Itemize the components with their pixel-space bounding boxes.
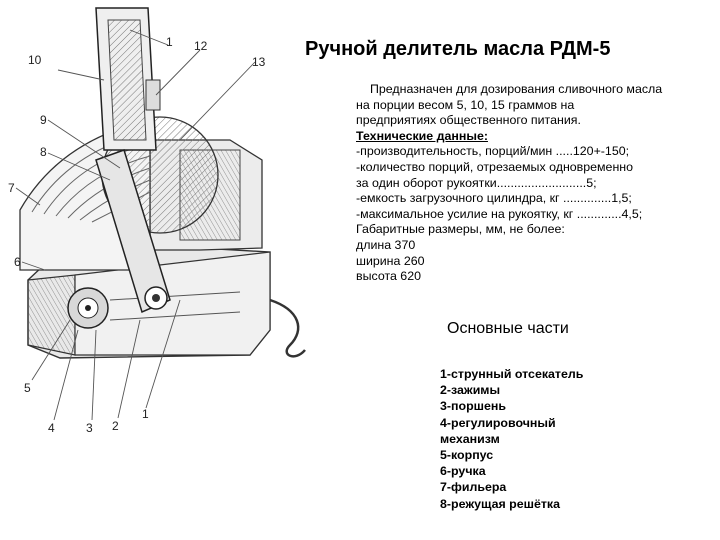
list-item: 4-регулировочный <box>440 415 556 430</box>
callout-5: 5 <box>24 381 31 395</box>
spec-line: высота 620 <box>356 269 421 284</box>
spec-line: за один оборот рукоятки..........................5; <box>356 175 597 190</box>
list-item: 2-зажимы <box>440 383 501 398</box>
callout-1-top: 1 <box>166 35 173 49</box>
spec-line: -максимальное усилие на рукоятку, кг .............4,5; <box>356 206 643 221</box>
spec-line: длина 370 <box>356 237 416 252</box>
callout-3: 3 <box>86 421 93 435</box>
callout-6: 6 <box>14 255 21 269</box>
list-item: 3-поршень <box>440 399 506 414</box>
list-item: 1-струнный отсекатель <box>440 367 584 381</box>
spec-line: -производительность, порций/мин .....120+-150; <box>356 144 630 159</box>
callout-8: 8 <box>40 145 47 159</box>
list-item: механизм <box>440 431 500 446</box>
callout-9: 9 <box>40 113 47 127</box>
adjustment-knob <box>68 288 108 328</box>
intro-line-2: на порции весом 5, 10, 15 граммов на <box>356 97 575 112</box>
spec-line: ширина 260 <box>356 253 425 268</box>
callout-1-bottom: 1 <box>142 407 149 421</box>
spec-line: -емкость загрузочного цилиндра, кг ..............1,5; <box>356 191 632 206</box>
page-title: Ручной делитель масла РДМ-5 <box>305 38 611 60</box>
parts-list <box>440 366 583 512</box>
spec-heading: Технические данные: <box>356 128 488 143</box>
loading-cylinder <box>96 8 160 150</box>
list-item: 5-корпус <box>440 448 494 463</box>
spec-line: Габаритные размеры, мм, не более: <box>356 222 565 237</box>
callout-7: 7 <box>8 181 15 195</box>
spec-line: -количество порций, отрезаемых одновременно <box>356 159 634 174</box>
callout-2: 2 <box>112 419 119 433</box>
cord <box>270 300 305 356</box>
callout-10: 10 <box>28 53 42 67</box>
machine-drawing <box>0 0 310 480</box>
intro-line-1: Предназначен для дозирования сливочного масла <box>370 82 663 96</box>
callout-13: 13 <box>252 55 266 69</box>
intro-line-3: предприятиях общественного питания. <box>356 113 581 128</box>
callout-4: 4 <box>48 421 55 435</box>
description <box>356 82 706 285</box>
list-item: 6-ручка <box>440 464 486 479</box>
parts-heading: Основные части <box>447 320 569 337</box>
list-item: 7-фильера <box>440 480 507 495</box>
list-item: 8-режущая решётка <box>440 496 560 511</box>
callout-12: 12 <box>194 39 208 53</box>
